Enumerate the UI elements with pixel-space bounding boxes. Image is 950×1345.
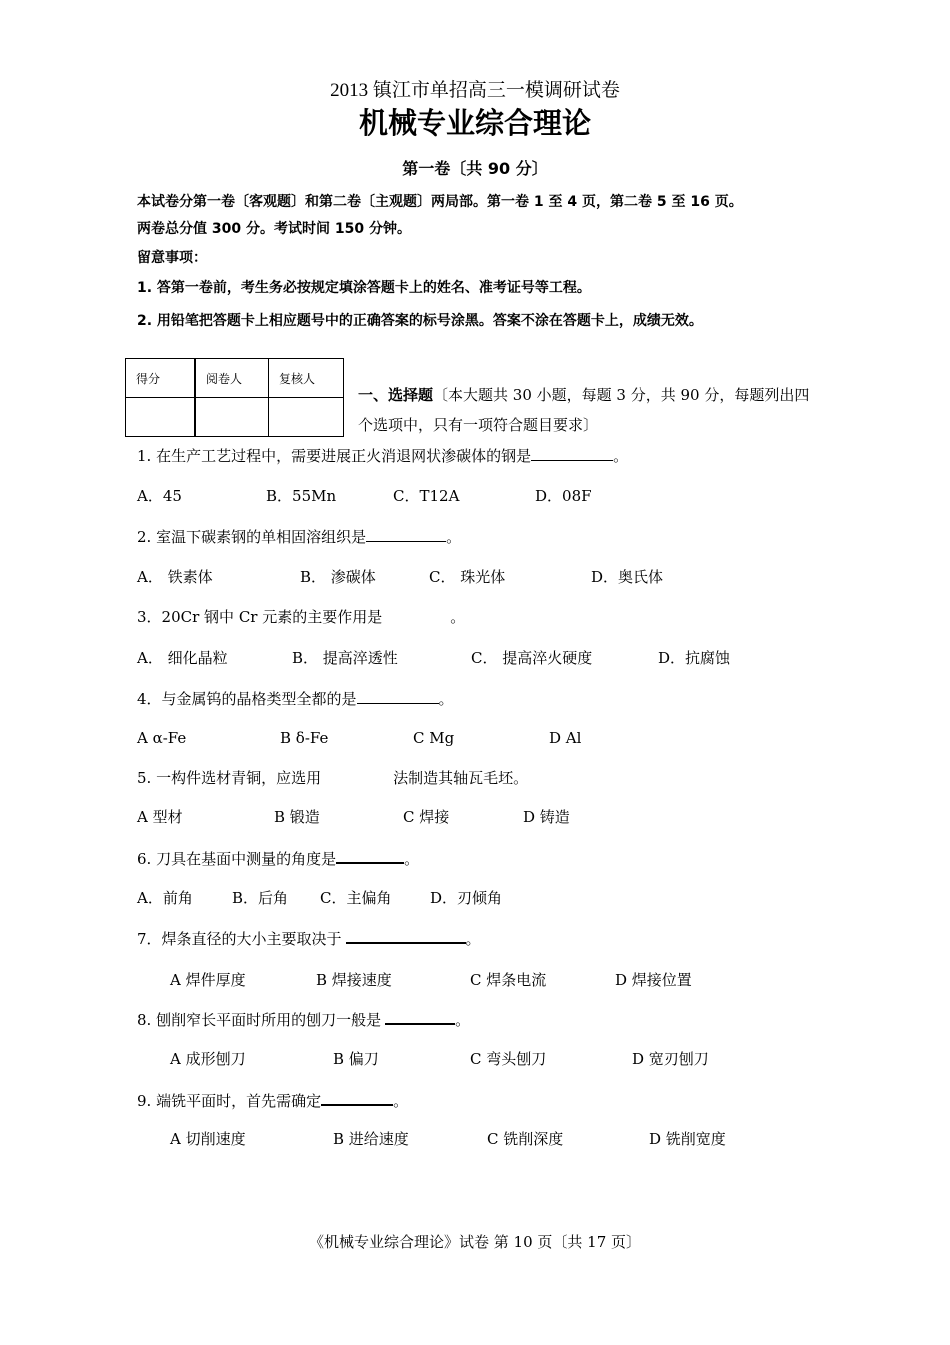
q1-option-c[interactable]: C．T12A [393, 487, 460, 505]
q8-option-c[interactable]: C 弯头刨刀 [470, 1050, 547, 1068]
instructions-line-1: 本试卷分第一卷〔客观题〕和第二卷〔主观题〕两局部。第一卷 1 至 4 页，第二卷 5 至 16 页。 [137, 194, 743, 210]
score-table [125, 358, 344, 437]
question-8-blank[interactable] [385, 1008, 455, 1025]
question-9-end: 。 [393, 1092, 409, 1110]
question-6-end: 。 [404, 850, 420, 868]
q3-option-c[interactable]: C． 提高淬火硬度 [471, 649, 593, 667]
q7-option-d[interactable]: D 焊接位置 [615, 971, 692, 989]
q4-option-a[interactable]: A α-Fe [137, 729, 187, 747]
question-2-blank[interactable] [366, 526, 446, 542]
q4-option-d[interactable]: D Al [549, 729, 582, 747]
q5-option-d[interactable]: D 铸造 [523, 808, 570, 826]
q5-option-a[interactable]: A 型材 [137, 808, 183, 826]
q2-option-a[interactable]: A． 铁素体 [137, 568, 213, 586]
score-header: 得分 [126, 359, 196, 398]
question-7-stem: 7．焊条直径的大小主要取决于 [137, 930, 342, 948]
score-cell[interactable] [126, 398, 196, 437]
q1-option-b[interactable]: B．55Mn [266, 487, 337, 505]
q3-option-d[interactable]: D．抗腐蚀 [658, 649, 731, 667]
part-title: 第一卷〔共 90 分〕 [402, 159, 548, 178]
question-9 [137, 1089, 408, 1111]
question-4 [137, 688, 454, 709]
q8-option-b[interactable]: B 偏刀 [333, 1050, 379, 1068]
question-8-end: 。 [455, 1011, 471, 1029]
question-6-blank[interactable] [336, 847, 404, 864]
grader-header: 阅卷人 [195, 359, 269, 398]
question-3-end: 。 [450, 608, 466, 626]
question-2 [137, 526, 461, 547]
question-5-stem: 5. 一构件选材青铜，应选用 [137, 769, 322, 787]
reviewer-cell[interactable] [269, 398, 344, 437]
q4-option-b[interactable]: B δ-Fe [280, 729, 329, 747]
question-2-stem: 2. 室温下碳素钢的单相固溶组织是 [137, 528, 367, 546]
q9-option-a[interactable]: A 切削速度 [170, 1130, 246, 1148]
q9-option-c[interactable]: C 铣削深度 [487, 1130, 564, 1148]
question-2-end: 。 [446, 528, 462, 546]
question-3-stem: 3．20Cr 钢中 Cr 元素的主要作用是 [137, 608, 383, 626]
q3-option-b[interactable]: B． 提高淬透性 [292, 649, 398, 667]
q4-option-c[interactable]: C Mg [413, 729, 455, 747]
q2-option-b[interactable]: B． 渗碳体 [300, 568, 376, 586]
exam-header-line: 2013 镇江市单招高三一模调研试卷 [330, 80, 620, 101]
question-4-stem: 4．与金属钨的晶格类型全都的是 [137, 690, 357, 708]
q6-option-b[interactable]: B．后角 [232, 889, 289, 907]
q8-option-a[interactable]: A 成形刨刀 [170, 1050, 246, 1068]
question-7-blank[interactable] [346, 927, 466, 944]
page-footer: 《机械专业综合理论》试卷 第 10 页〔共 17 页〕 [308, 1233, 642, 1251]
q2-option-d[interactable]: D．奥氏体 [591, 568, 664, 586]
question-1-blank[interactable] [531, 445, 613, 461]
q6-option-c[interactable]: C．主偏角 [320, 889, 392, 907]
question-6-stem: 6. 刀具在基面中测量的角度是 [137, 850, 337, 868]
q3-option-a[interactable]: A． 细化晶粒 [137, 649, 228, 667]
q7-option-b[interactable]: B 焊接速度 [316, 971, 392, 989]
question-9-blank[interactable] [321, 1089, 393, 1106]
question-6 [137, 847, 419, 869]
question-3 [137, 606, 465, 627]
q1-option-a[interactable]: A．45 [137, 487, 182, 505]
section-desc-1: 〔本大题共 30 小题，每题 3 分，共 90 分，每题列出四 [433, 386, 810, 404]
q6-option-d[interactable]: D．刃倾角 [430, 889, 503, 907]
question-4-end: 。 [438, 690, 454, 708]
q9-option-d[interactable]: D 铣削宽度 [649, 1130, 726, 1148]
q1-option-d[interactable]: D．08F [535, 487, 592, 505]
question-9-stem: 9. 端铣平面时，首先需确定 [137, 1092, 322, 1110]
q7-option-a[interactable]: A 焊件厚度 [170, 971, 246, 989]
question-1-stem: 1. 在生产工艺过程中，需要进展正火消退网状渗碳体的钢是 [137, 447, 532, 465]
question-7-end: 。 [465, 930, 481, 948]
grader-cell[interactable] [195, 398, 269, 437]
question-5-end: 法制造其轴瓦毛坯。 [393, 769, 529, 787]
q2-option-c[interactable]: C． 珠光体 [429, 568, 506, 586]
exam-title: 机械专业综合理论 [358, 106, 591, 140]
q5-option-b[interactable]: B 锻造 [274, 808, 320, 826]
q9-option-b[interactable]: B 进给速度 [333, 1130, 409, 1148]
question-7 [137, 927, 481, 949]
instructions-line-2: 两卷总分值 300 分。考试时间 150 分钟。 [137, 221, 411, 237]
question-5 [137, 767, 528, 788]
reviewer-header: 复核人 [269, 359, 344, 398]
q5-option-c[interactable]: C 焊接 [403, 808, 450, 826]
q8-option-d[interactable]: D 宽刃刨刀 [632, 1050, 709, 1068]
notice-item-2: 2. 用铅笔把答题卡上相应题号中的正确答案的标号涂黑。答案不涂在答题卡上，成绩无效。 [137, 313, 703, 329]
question-1 [137, 445, 628, 466]
question-8-stem: 8. 刨削窄长平面时所用的刨刀一般是 [137, 1011, 382, 1029]
section-intro [358, 384, 809, 405]
section-desc-2: 个选项中，只有一项符合题目要求〕 [358, 416, 599, 434]
section-heading: 一、选择题 [358, 386, 434, 404]
notice-item-1: 1. 答第一卷前，考生务必按规定填涂答题卡上的姓名、准考证号等工程。 [137, 280, 591, 296]
question-8 [137, 1008, 470, 1030]
q6-option-a[interactable]: A．前角 [137, 889, 193, 907]
notice-label: 留意事项： [137, 250, 207, 266]
q7-option-c[interactable]: C 焊条电流 [470, 971, 547, 989]
question-4-blank[interactable] [357, 688, 439, 704]
question-1-end: 。 [613, 447, 629, 465]
